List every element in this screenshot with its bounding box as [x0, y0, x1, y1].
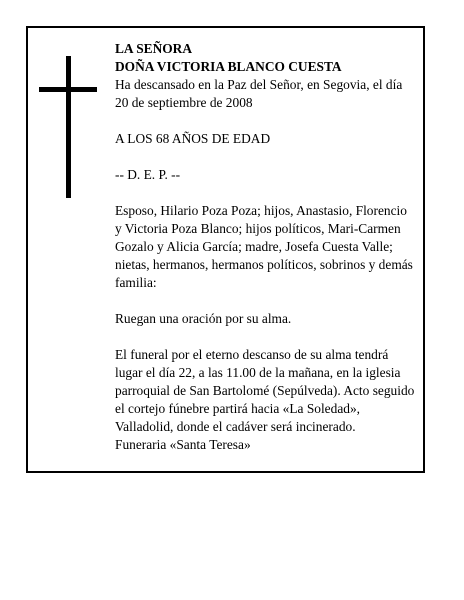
death-line: Ha descansado en la Paz del Señor, en Segovia, el día: [115, 77, 403, 92]
funeral-line: Valladolid, donde el cadáver será incinerado.: [115, 419, 356, 434]
paragraph-gap: [115, 112, 425, 130]
family-line: familia:: [115, 275, 157, 290]
obituary-notice: [26, 26, 425, 473]
prayer-line: Ruegan una oración por su alma.: [115, 311, 292, 326]
honorific: LA SEÑORA: [115, 41, 193, 56]
rip-line: -- D. E. P. --: [115, 167, 181, 182]
death-line: 20 de septiembre de 2008: [115, 95, 253, 110]
funeral-line: lugar el día 22, a las 11.00 de la mañana, en la iglesia: [115, 365, 401, 380]
deceased-name: DOÑA VICTORIA BLANCO CUESTA: [115, 59, 342, 74]
funeral-line: El funeral por el eterno descanso de su alma tendrá: [115, 347, 389, 362]
paragraph-gap: [115, 328, 425, 346]
age-line: A LOS 68 AÑOS DE EDAD: [115, 131, 271, 146]
family-line: Gozalo y Alicia García; madre, Josefa Cuesta Valle;: [115, 239, 393, 254]
funeral-line: el cortejo fúnebre partirá hacia «La Soledad»,: [115, 401, 361, 416]
cross-icon: [39, 56, 97, 198]
funeral-line: parroquial de San Bartolomé (Sepúlveda). Acto seguido: [115, 383, 415, 398]
family-line: Esposo, Hilario Poza Poza; hijos, Anastasio, Florencio: [115, 203, 407, 218]
paragraph-gap: [115, 184, 425, 202]
cross-vertical-bar: [66, 56, 71, 198]
cross-horizontal-bar: [39, 87, 97, 92]
family-line: nietas, hermanos, hermanos políticos, sobrinos y demás: [115, 257, 413, 272]
family-line: y Victoria Poza Blanco; hijos políticos, Mari-Carmen: [115, 221, 401, 236]
funeral-home-line: Funeraria «Santa Teresa»: [115, 437, 251, 452]
paragraph-gap: [115, 148, 425, 166]
paragraph-gap: [115, 292, 425, 310]
notice-text: [115, 40, 425, 454]
